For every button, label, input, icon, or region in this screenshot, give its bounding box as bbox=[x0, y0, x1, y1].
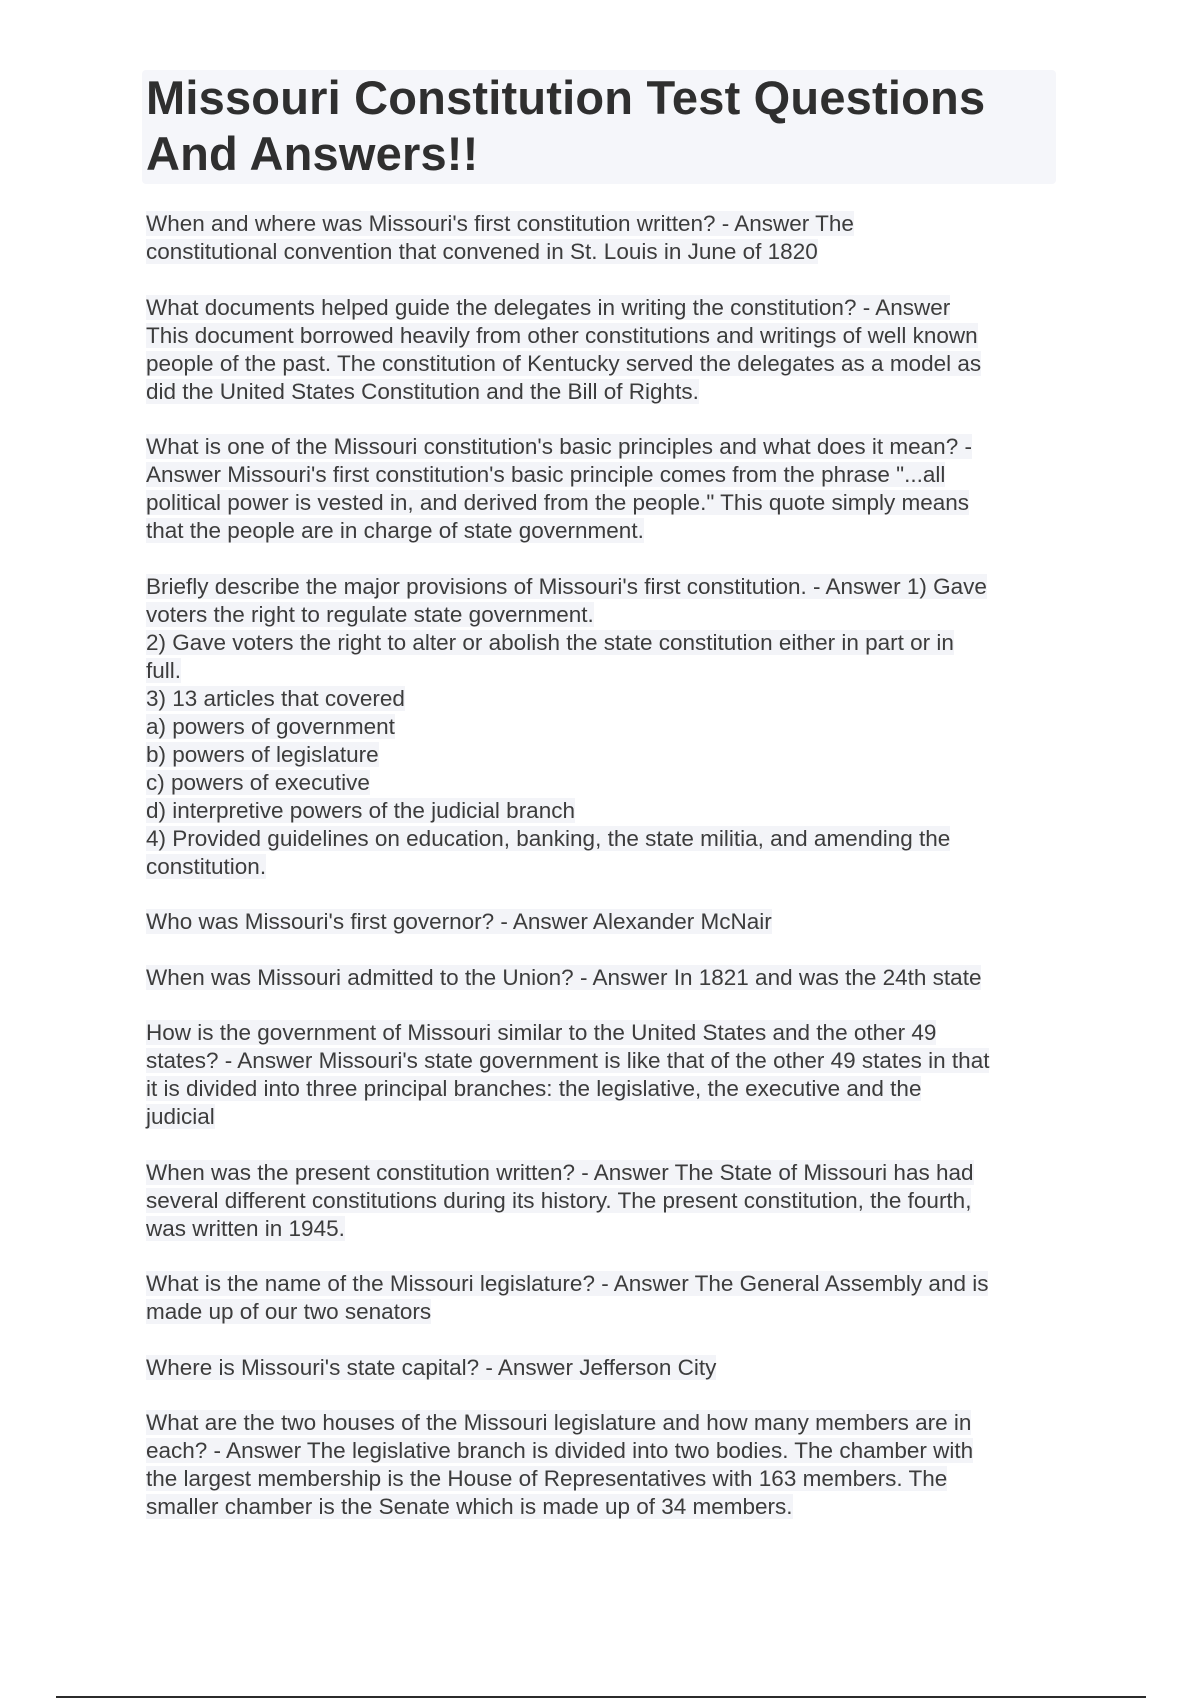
qa-line-text: it is divided into three principal branches: the legislative, the executive and the bbox=[146, 1076, 922, 1101]
qa-line-text: smaller chamber is the Senate which is made up of 34 members. bbox=[146, 1494, 793, 1519]
qa-line-text: the largest membership is the House of Representatives with 163 members. The bbox=[146, 1466, 948, 1491]
qa-line bbox=[146, 1075, 1066, 1103]
qa-line bbox=[146, 769, 1066, 797]
qa-line-text: constitution. bbox=[146, 853, 267, 879]
qa-line bbox=[146, 908, 1066, 936]
qa-line bbox=[146, 1493, 1066, 1521]
qa-line-text: people of the past. The constitution of Kentucky served the delegates as a model as bbox=[146, 350, 982, 376]
qa-line bbox=[146, 350, 1066, 378]
qa-line bbox=[146, 853, 1066, 881]
qa-line-text: made up of our two senators bbox=[146, 1299, 432, 1324]
qa-line-text: When was Missouri admitted to the Union? - Answer In 1821 and was the 24th state bbox=[146, 964, 982, 990]
qa-item bbox=[146, 210, 1066, 266]
qa-line bbox=[146, 1409, 1066, 1437]
qa-line-text: Briefly describe the major provisions of Missouri's first constitution. - Answer 1) Gave bbox=[146, 573, 987, 599]
qa-line bbox=[146, 629, 1066, 657]
qa-line bbox=[146, 238, 1066, 266]
qa-line-text: 3) 13 articles that covered bbox=[146, 685, 405, 711]
qa-line-text: that the people are in charge of state government. bbox=[146, 518, 644, 543]
qa-line-text: How is the government of Missouri similar to the United States and the other 49 bbox=[146, 1020, 937, 1045]
qa-line-text: was written in 1945. bbox=[146, 1215, 345, 1241]
qa-line bbox=[146, 797, 1066, 825]
qa-line-text: When was the present constitution written? - Answer The State of Missouri has had bbox=[146, 1159, 974, 1185]
qa-line-text: d) interpretive powers of the judicial branch bbox=[146, 797, 575, 823]
qa-line bbox=[146, 433, 1066, 461]
qa-line bbox=[146, 685, 1066, 713]
page-bottom-rule bbox=[56, 1696, 1146, 1698]
qa-line bbox=[146, 1270, 1066, 1298]
qa-line bbox=[146, 461, 1066, 489]
qa-line bbox=[146, 1019, 1066, 1047]
qa-line-text: What documents helped guide the delegates in writing the constitution? - Answer bbox=[146, 294, 951, 320]
qa-line bbox=[146, 1354, 1066, 1382]
qa-line-text: voters the right to regulate state government. bbox=[146, 601, 594, 627]
qa-line bbox=[146, 657, 1066, 685]
qa-line-text: judicial bbox=[146, 1104, 215, 1129]
qa-item bbox=[146, 1270, 1066, 1326]
qa-line bbox=[146, 1047, 1066, 1075]
qa-line-text: b) powers of legislature bbox=[146, 741, 379, 767]
qa-line bbox=[146, 825, 1066, 853]
page-title: Missouri Constitution Test Questions And Answers!! bbox=[146, 71, 986, 180]
qa-line bbox=[146, 573, 1066, 601]
qa-line bbox=[146, 1159, 1066, 1187]
qa-line-text: Who was Missouri's first governor? - Answer Alexander McNair bbox=[146, 909, 772, 934]
qa-line-text: Answer Missouri's first constitution's basic principle comes from the phrase "...all bbox=[146, 462, 946, 487]
qa-line-text: What are the two houses of the Missouri legislature and how many members are in bbox=[146, 1410, 972, 1435]
qa-line bbox=[146, 294, 1066, 322]
qa-line-text: constitutional convention that convened in St. Louis in June of 1820 bbox=[146, 239, 818, 264]
qa-item bbox=[146, 294, 1066, 406]
qa-item bbox=[146, 433, 1066, 545]
qa-item bbox=[146, 573, 1066, 881]
qa-line-text: What is one of the Missouri constitution's basic principles and what does it mean? - bbox=[146, 434, 972, 459]
qa-line-text: political power is vested in, and derived from the people." This quote simply means bbox=[146, 490, 969, 515]
qa-line bbox=[146, 1465, 1066, 1493]
qa-line-text: Where is Missouri's state capital? - Answer Jefferson City bbox=[146, 1354, 717, 1380]
qa-item bbox=[146, 1409, 1066, 1521]
qa-line bbox=[146, 964, 1066, 992]
qa-item bbox=[146, 1159, 1066, 1243]
qa-item bbox=[146, 964, 1066, 992]
qa-line-text: This document borrowed heavily from other constitutions and writings of well known bbox=[146, 322, 978, 348]
qa-line bbox=[146, 1437, 1066, 1465]
qa-item bbox=[146, 1019, 1066, 1131]
qa-line bbox=[146, 322, 1066, 350]
qa-line bbox=[146, 1103, 1066, 1131]
qa-line-text: full. bbox=[146, 657, 182, 683]
qa-line bbox=[146, 1187, 1066, 1215]
qa-line-text: a) powers of government bbox=[146, 713, 395, 739]
qa-line-text: What is the name of the Missouri legislature? - Answer The General Assembly and is bbox=[146, 1271, 989, 1296]
qa-line bbox=[146, 601, 1066, 629]
qa-line-text: states? - Answer Missouri's state government is like that of the other 49 states in that bbox=[146, 1048, 990, 1073]
qa-line-text: 4) Provided guidelines on education, banking, the state militia, and amending the bbox=[146, 825, 951, 851]
qa-line-text: each? - Answer The legislative branch is divided into two bodies. The chamber with bbox=[146, 1438, 974, 1463]
qa-line bbox=[146, 1298, 1066, 1326]
qa-line bbox=[146, 713, 1066, 741]
qa-list bbox=[146, 210, 1066, 1549]
qa-line-text: did the United States Constitution and the Bill of Rights. bbox=[146, 378, 699, 404]
qa-line bbox=[146, 741, 1066, 769]
qa-item bbox=[146, 1354, 1066, 1382]
qa-line-text: c) powers of executive bbox=[146, 769, 370, 795]
qa-line bbox=[146, 517, 1066, 545]
qa-line bbox=[146, 489, 1066, 517]
qa-line bbox=[146, 210, 1066, 238]
qa-line-text: 2) Gave voters the right to alter or abolish the state constitution either in part or in bbox=[146, 629, 954, 655]
qa-line-text: several different constitutions during its history. The present constitution, the fourth, bbox=[146, 1187, 972, 1213]
qa-item bbox=[146, 908, 1066, 936]
qa-line bbox=[146, 378, 1066, 406]
qa-line bbox=[146, 1215, 1066, 1243]
qa-line-text: When and where was Missouri's first constitution written? - Answer The bbox=[146, 211, 854, 236]
